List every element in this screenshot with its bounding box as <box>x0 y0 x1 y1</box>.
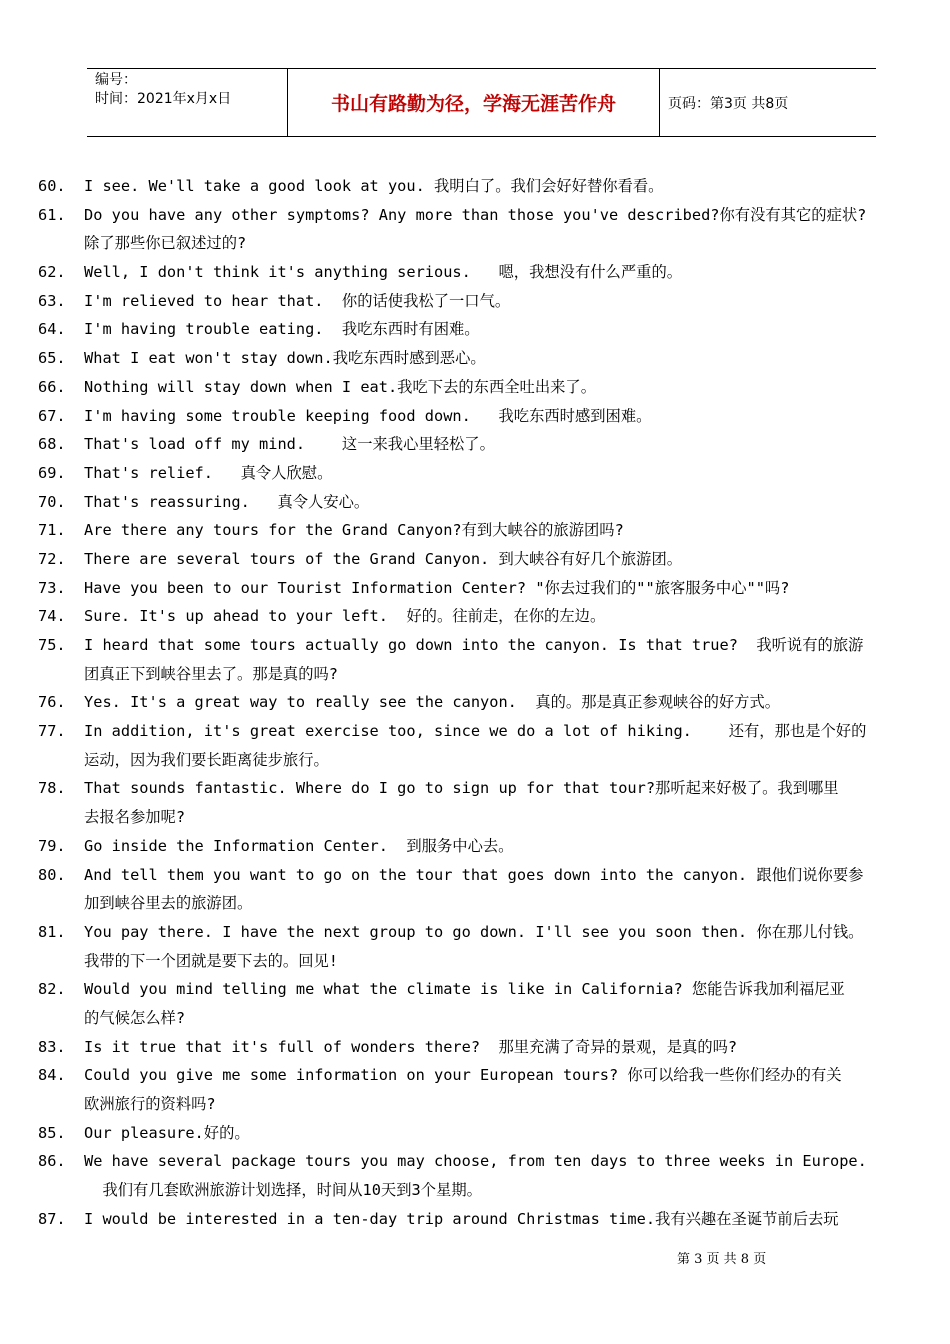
text-line: 69. That's relief. 真令人欣慰。 <box>38 463 333 482</box>
text-line: 除了那些你已叙述过的? <box>38 234 247 253</box>
header-motto: 书山有路勤为径，学海无涯苦作舟 <box>287 69 660 136</box>
text-line: 74. Sure. It's up ahead to your left. 好的。往前走，在你的左边。 <box>38 607 606 626</box>
text-line: 63. I'm relieved to hear that. 你的话使我松了一口气。 <box>38 291 511 310</box>
text-line: 运动，因为我们要长距离徒步旅行。 <box>38 750 329 769</box>
text-line: 72. There are several tours of the Grand Canyon. 到大峡谷有好几个旅游团。 <box>38 549 683 568</box>
header-meta <box>87 69 287 136</box>
text-line: 84. Could you give me some information on your European tours? 你可以给我一些你们经办的有关 <box>38 1066 842 1085</box>
number-label: 编号： <box>95 72 137 88</box>
text-line: 61. Do you have any other symptoms? Any more than those you've described?你有没有其它的症状? <box>38 205 867 224</box>
text-line: 77. In addition, it's great exercise too, since we do a lot of hiking. 还有，那也是个好的 <box>38 722 867 741</box>
text-line: 62. Well, I don't think it's anything serious. 嗯，我想没有什么严重的。 <box>38 263 683 282</box>
page-header <box>87 68 876 137</box>
text-line: 85. Our pleasure.好的。 <box>38 1123 250 1142</box>
text-line: 我们有几套欧洲旅游计划选择，时间从10天到3个星期。 <box>38 1181 482 1200</box>
text-line: 75. I heard that some tours actually go down into the canyon. Is that true? 我听说有的旅游 <box>38 636 864 654</box>
header-page-info: 页码：第3页 共8页 <box>668 95 789 112</box>
text-line: 71. Are there any tours for the Grand Canyon?有到大峡谷的旅游团吗? <box>38 521 624 540</box>
text-line: 70. That's reassuring. 真令人安心。 <box>38 492 370 511</box>
text-line: 68. That's load off my mind. 这一来我心里轻松了。 <box>38 435 495 454</box>
text-line: 65. What I eat won't stay down.我吃东西时感到恶心。 <box>38 349 486 368</box>
text-line: 的气候怎么样? <box>38 1008 186 1027</box>
text-line: 加到峡谷里去的旅游团。 <box>38 894 253 913</box>
text-line: 79. Go inside the Information Center. 到服务中心去。 <box>38 836 514 855</box>
text-line: 我带的下一个团就是要下去的。回见! <box>38 951 339 970</box>
time-label: 时间：2021年x月x日 <box>95 91 232 107</box>
text-line: 76. Yes. It's a great way to really see the canyon. 真的。那是真正参观峡谷的好方式。 <box>38 693 781 712</box>
text-line: 欧洲旅行的资料吗? <box>38 1095 216 1113</box>
document-body <box>38 172 933 1233</box>
text-line: 67. I'm having some trouble keeping food down. 我吃东西时感到困难。 <box>38 406 652 425</box>
text-line: 80. And tell them you want to go on the tour that goes down into the canyon. 跟他们说你要参 <box>38 865 864 884</box>
text-line: 78. That sounds fantastic. Where do I go to sign up for that tour?那听起来好极了。我到哪里 <box>38 779 839 798</box>
text-line: 81. You pay there. I have the next group to go down. I'll see you soon then. 你在那儿付钱。 <box>38 922 864 941</box>
text-line: 73. Have you been to our Tourist Information Center? "你去过我们的""旅客服务中心""吗? <box>38 578 790 597</box>
text-line: 去报名参加呢? <box>38 808 186 827</box>
text-line: 60. I see. We'll take a good look at you. 我明白了。我们会好好替你看看。 <box>38 177 664 195</box>
text-line: 83. Is it true that it's full of wonders there? 那里充满了奇异的景观，是真的吗? <box>38 1037 738 1056</box>
text-line: 64. I'm having trouble eating. 我吃东西时有困难。 <box>38 320 480 339</box>
text-line: 82. Would you mind telling me what the climate is like in California? 您能告诉我加利福尼亚 <box>38 980 845 999</box>
text-line: 86. We have several package tours you may choose, from ten days to three weeks in Europe. <box>38 1152 867 1171</box>
page-footer: 第 3 页 共 8 页 <box>677 1252 767 1267</box>
text-line: 87. I would be interested in a ten-day trip around Christmas time.我有兴趣在圣诞节前后去玩 <box>38 1209 839 1228</box>
text-line: 66. Nothing will stay down when I eat.我吃下去的东西全吐出来了。 <box>38 377 597 396</box>
text-line: 团真正下到峡谷里去了。那是真的吗? <box>38 664 339 683</box>
